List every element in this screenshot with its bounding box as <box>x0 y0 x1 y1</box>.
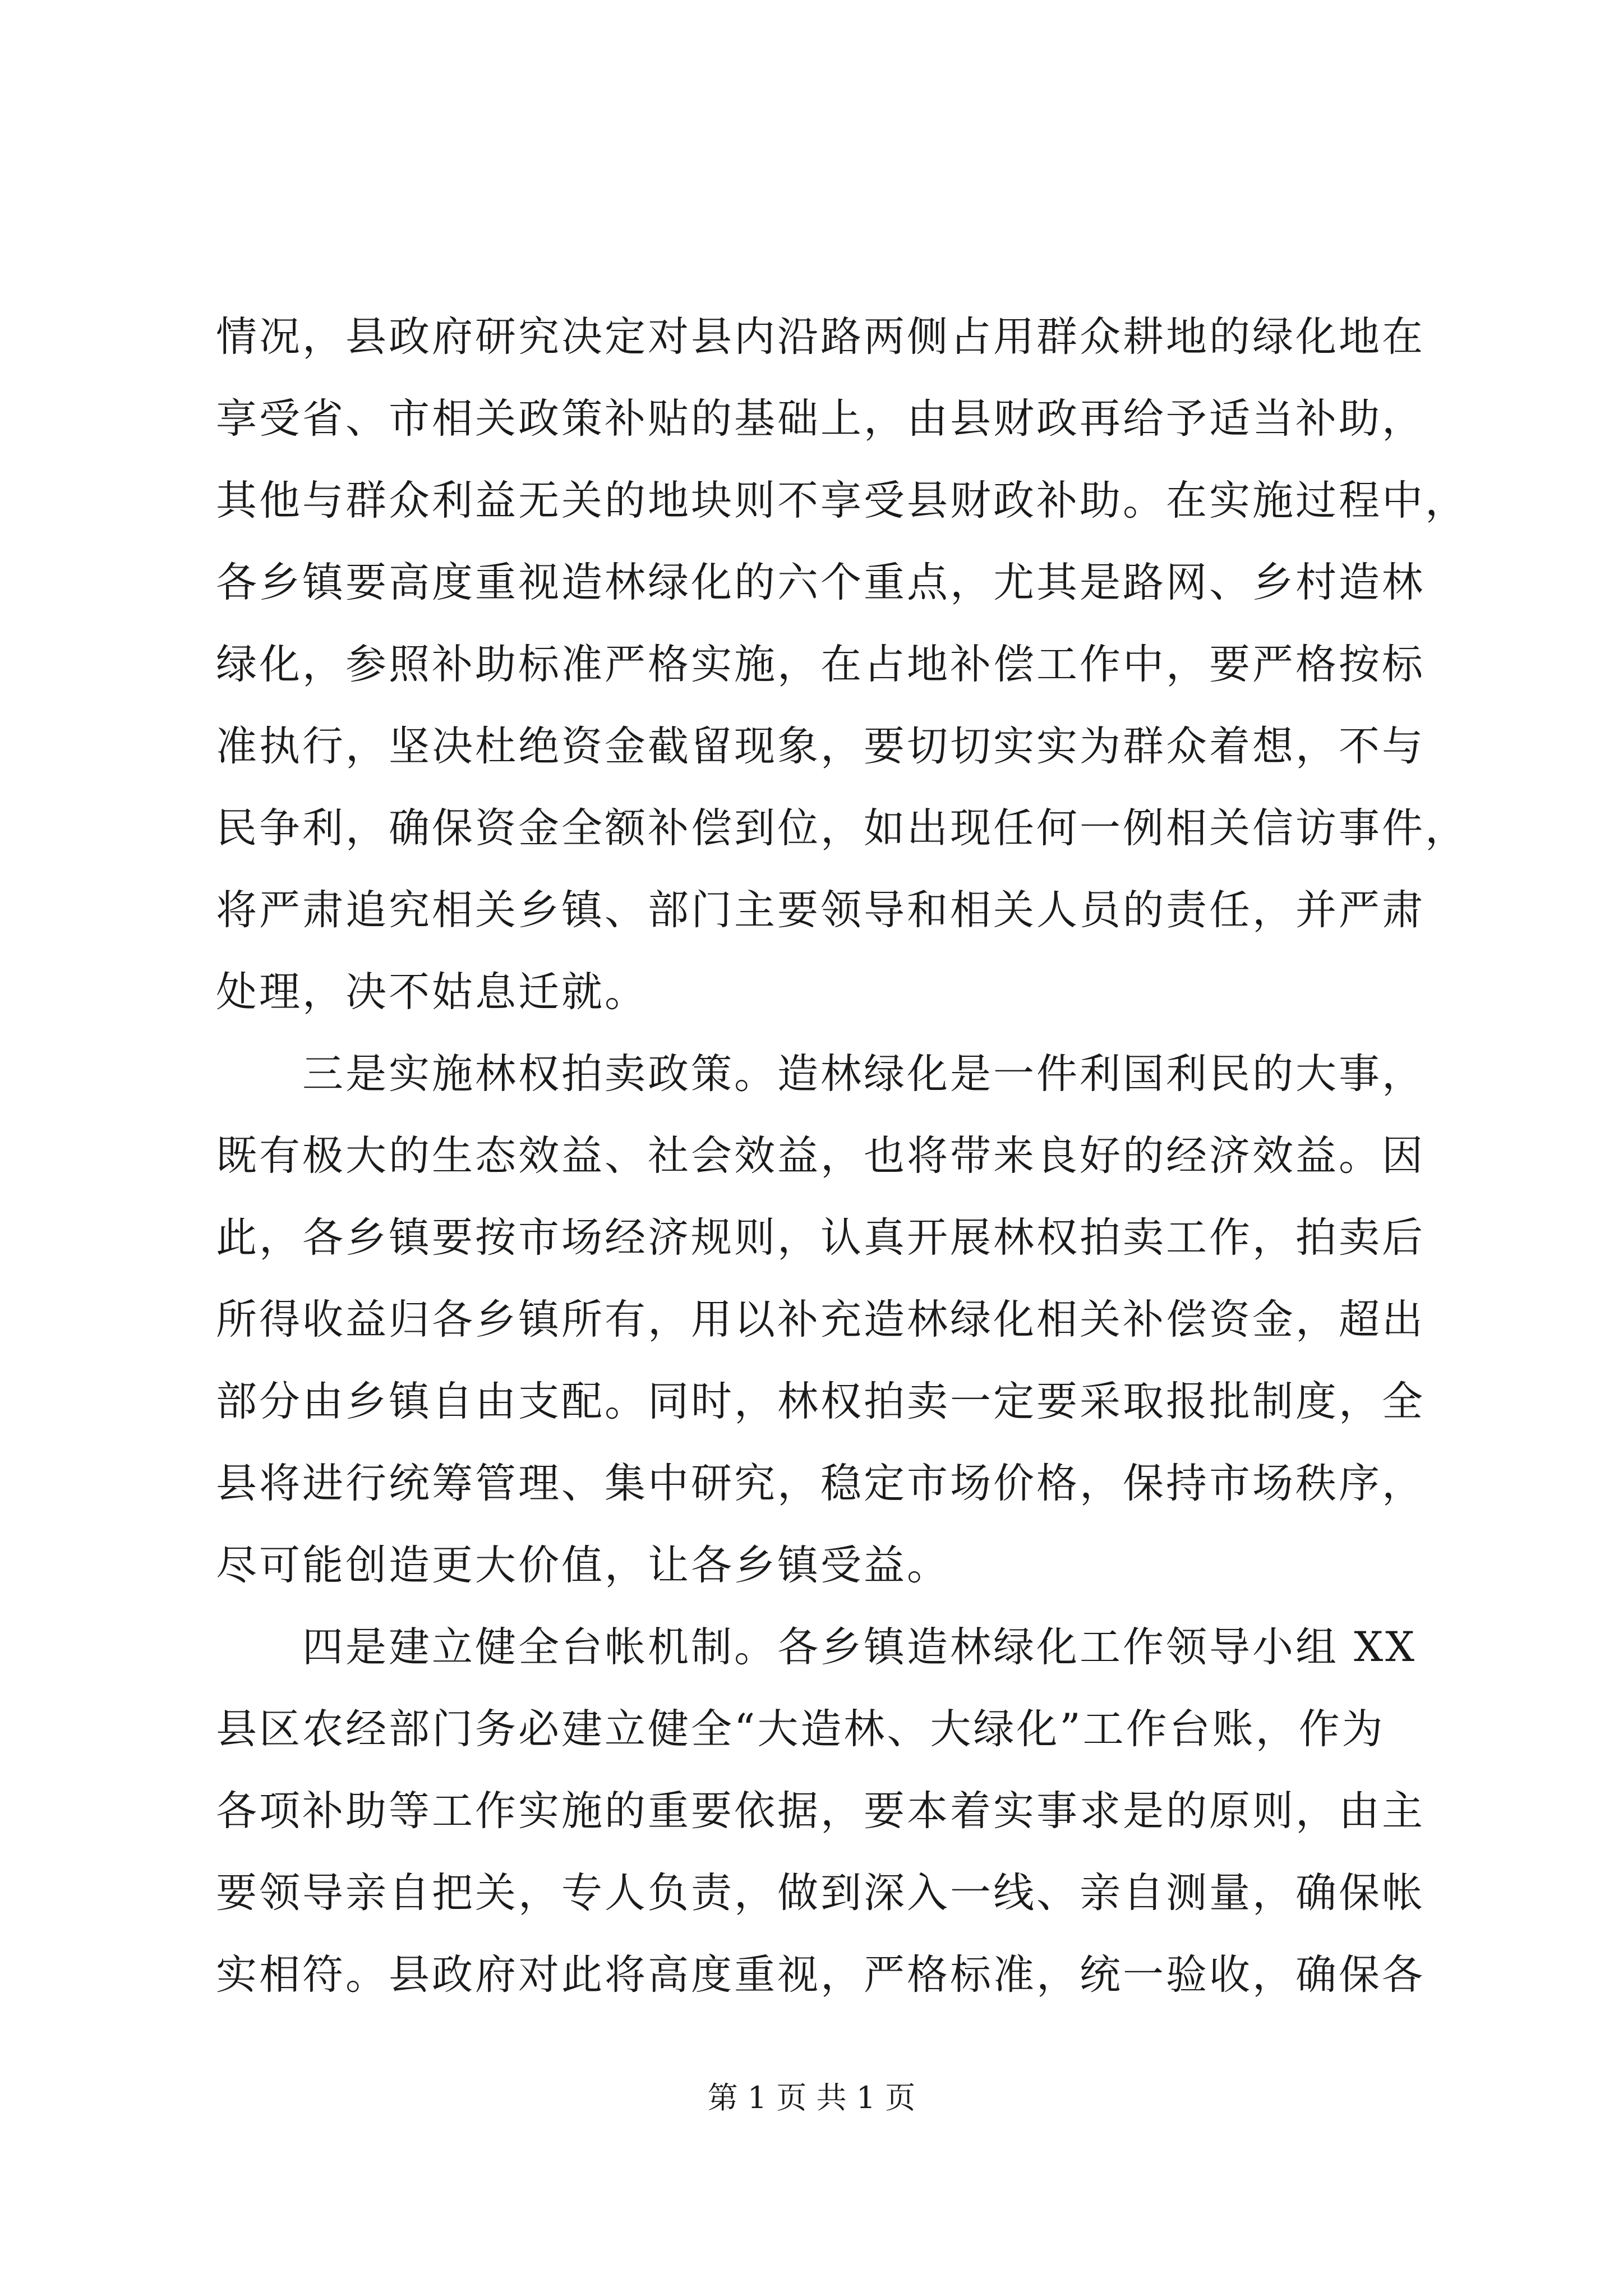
text-line: 要领导亲自把关，专人负责，做到深入一线、亲自测量，确保帐 <box>216 1869 1425 1917</box>
text-line: 县将进行统筹管理、集中研究，稳定市场价格，保持市场秩序， <box>216 1460 1425 1507</box>
text-line: 所得收益归各乡镇所有，用以补充造林绿化相关补偿资金，超出 <box>216 1296 1425 1343</box>
text-line: 县区农经部门务必建立健全“大造林、大绿化”工作台账，作为 <box>216 1705 1385 1753</box>
text-line: 部分由乡镇自由支配。同时，林权拍卖一定要采取报批制度，全 <box>216 1378 1425 1425</box>
text-line: 准执行，坚决杜绝资金截留现象，要切切实实为群众着想，不与 <box>216 723 1425 770</box>
text-line: 既有极大的生态效益、社会效益，也将带来良好的经济效益。因 <box>216 1132 1425 1180</box>
paragraph-start-line: 三是实施林权拍卖政策。造林绿化是一件利国利民的大事， <box>216 1050 1425 1098</box>
text-line: 情况，县政府研究决定对县内沿路两侧占用群众耕地的绿化地在 <box>216 313 1425 361</box>
text-line: 将严肃追究相关乡镇、部门主要领导和相关人员的责任，并严肃 <box>216 886 1425 934</box>
paragraph-start-line: 四是建立健全台帐机制。各乡镇造林绿化工作领导小组 XX <box>216 1623 1417 1671</box>
text-line: 尽可能创造更大价值，让各乡镇受益。 <box>216 1542 950 1589</box>
page-footer <box>0 2076 1623 2120</box>
text-line: 处理，决不姑息迁就。 <box>216 968 648 1016</box>
body-text <box>216 296 1483 2016</box>
page-number-label: 第 1 页 共 1 页 <box>707 2080 916 2115</box>
text-line: 实相符。县政府对此将高度重视，严格标准，统一验收，确保各 <box>216 1951 1425 1999</box>
text-line: 绿化，参照补助标准严格实施，在占地补偿工作中，要严格按标 <box>216 641 1425 688</box>
text-line: 各乡镇要高度重视造林绿化的六个重点，尤其是路网、乡村造林 <box>216 559 1425 606</box>
text-line: 此，各乡镇要按市场经济规则，认真开展林权拍卖工作，拍卖后 <box>216 1214 1425 1262</box>
text-line: 享受省、市相关政策补贴的基础上，由县财政再给予适当补助， <box>216 395 1425 443</box>
text-line: 民争利，确保资金全额补偿到位，如出现任何一例相关信访事件， <box>216 804 1468 852</box>
text-line: 各项补助等工作实施的重要依据，要本着实事求是的原则，由主 <box>216 1787 1425 1835</box>
text-line: 其他与群众利益无关的地块则不享受县财政补助。在实施过程中， <box>216 477 1468 524</box>
